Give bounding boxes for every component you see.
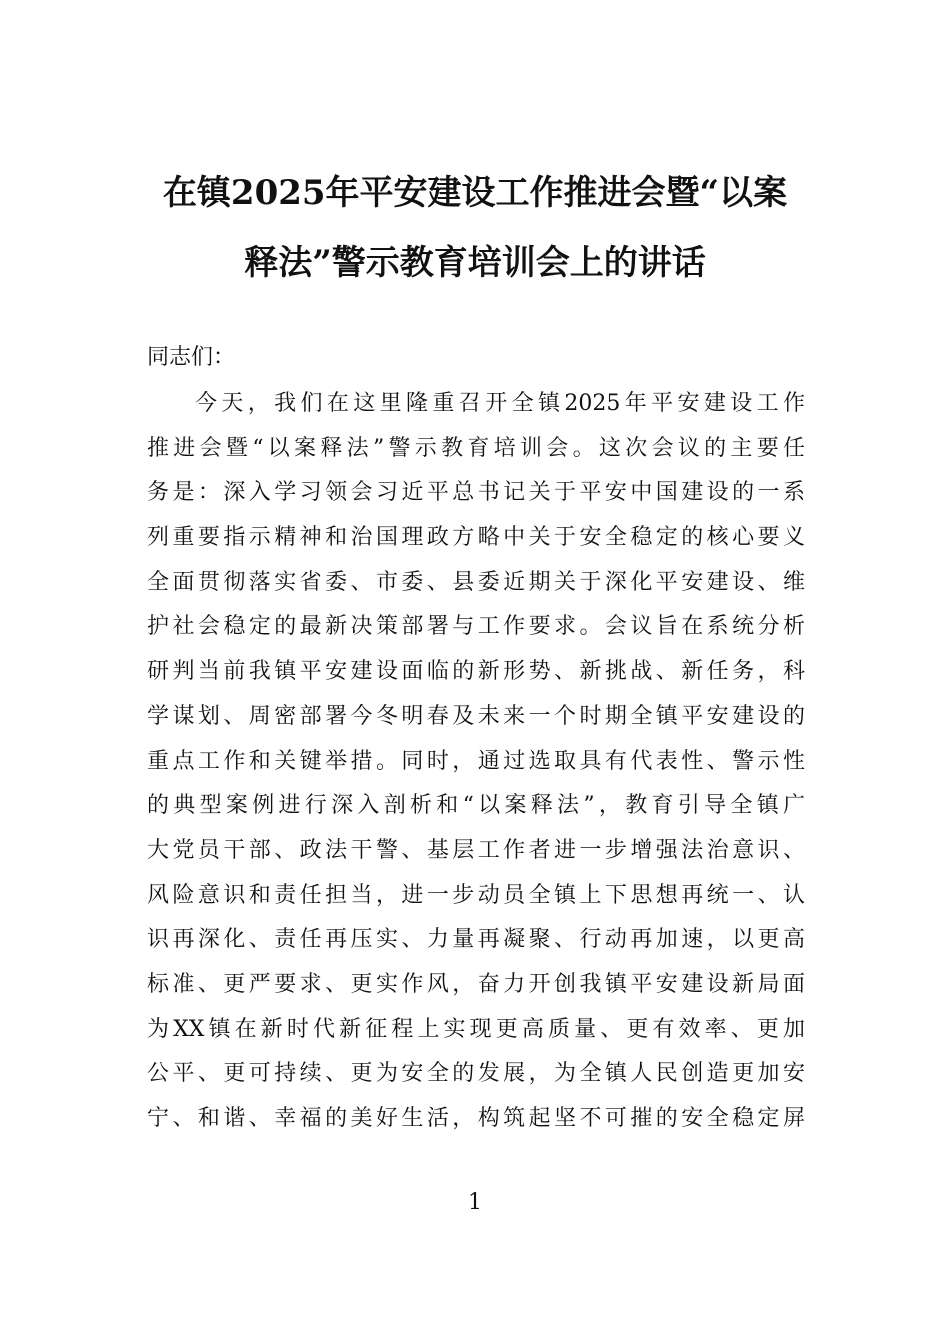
paragraph-line: 推进会暨“以案释法”警示教育培训会。这次会议的主要任 — [147, 435, 805, 461]
paragraph-line: 宁、和谐、幸福的美好生活，构筑起坚不可摧的安全稳定屏 — [147, 1106, 805, 1131]
paragraph-line: 识再深化、责任再压实、力量再凝聚、行动再加速，以更高 — [147, 927, 805, 953]
document-title-line-2: 释法”警示教育培训会上的讲话 — [244, 243, 706, 283]
paragraph-line: 风险意识和责任担当，进一步动员全镇上下思想再统一、认 — [147, 882, 805, 908]
paragraph-line: 的典型案例进行深入剖析和“以案释法”，教育引导全镇广 — [147, 793, 805, 819]
document-title-line-1: 在镇2025年平安建设工作推进会暨“以案 — [162, 173, 788, 213]
paragraph-line: 为XX镇在新时代新征程上实现更高质量、更有效率、更加 — [147, 1016, 805, 1042]
paragraph-line: 研判当前我镇平安建设面临的新形势、新挑战、新任务，科 — [147, 659, 805, 685]
paragraph-line: 护社会稳定的最新决策部署与工作要求。会议旨在系统分析 — [147, 614, 805, 640]
paragraph-line: 今天，我们在这里隆重召开全镇2025年平安建设工作 — [195, 391, 805, 416]
paragraph-line: 务是：深入学习领会习近平总书记关于平安中国建设的一系 — [147, 480, 805, 506]
paragraph-line: 重点工作和关键举措。同时，通过选取具有代表性、警示性 — [147, 748, 805, 774]
paragraph-line: 全面贯彻落实省委、市委、县委近期关于深化平安建设、维 — [147, 569, 805, 595]
paragraph-line: 大党员干部、政法干警、基层工作者进一步增强法治意识、 — [147, 837, 805, 863]
paragraph-line: 公平、更可持续、更为安全的发展，为全镇人民创造更加安 — [147, 1061, 805, 1087]
paragraph-line: 标准、更严要求、更实作风，奋力开创我镇平安建设新局面 — [147, 971, 805, 997]
page-number: 1 — [468, 1190, 482, 1215]
greeting: 同志们： — [147, 345, 236, 370]
paragraph-line: 学谋划、周密部署今冬明春及未来一个时期全镇平安建设的 — [147, 703, 805, 729]
paragraph-line: 列重要指示精神和治国理政方略中关于安全稳定的核心要义 — [147, 525, 805, 551]
body-paragraph — [147, 389, 805, 1149]
